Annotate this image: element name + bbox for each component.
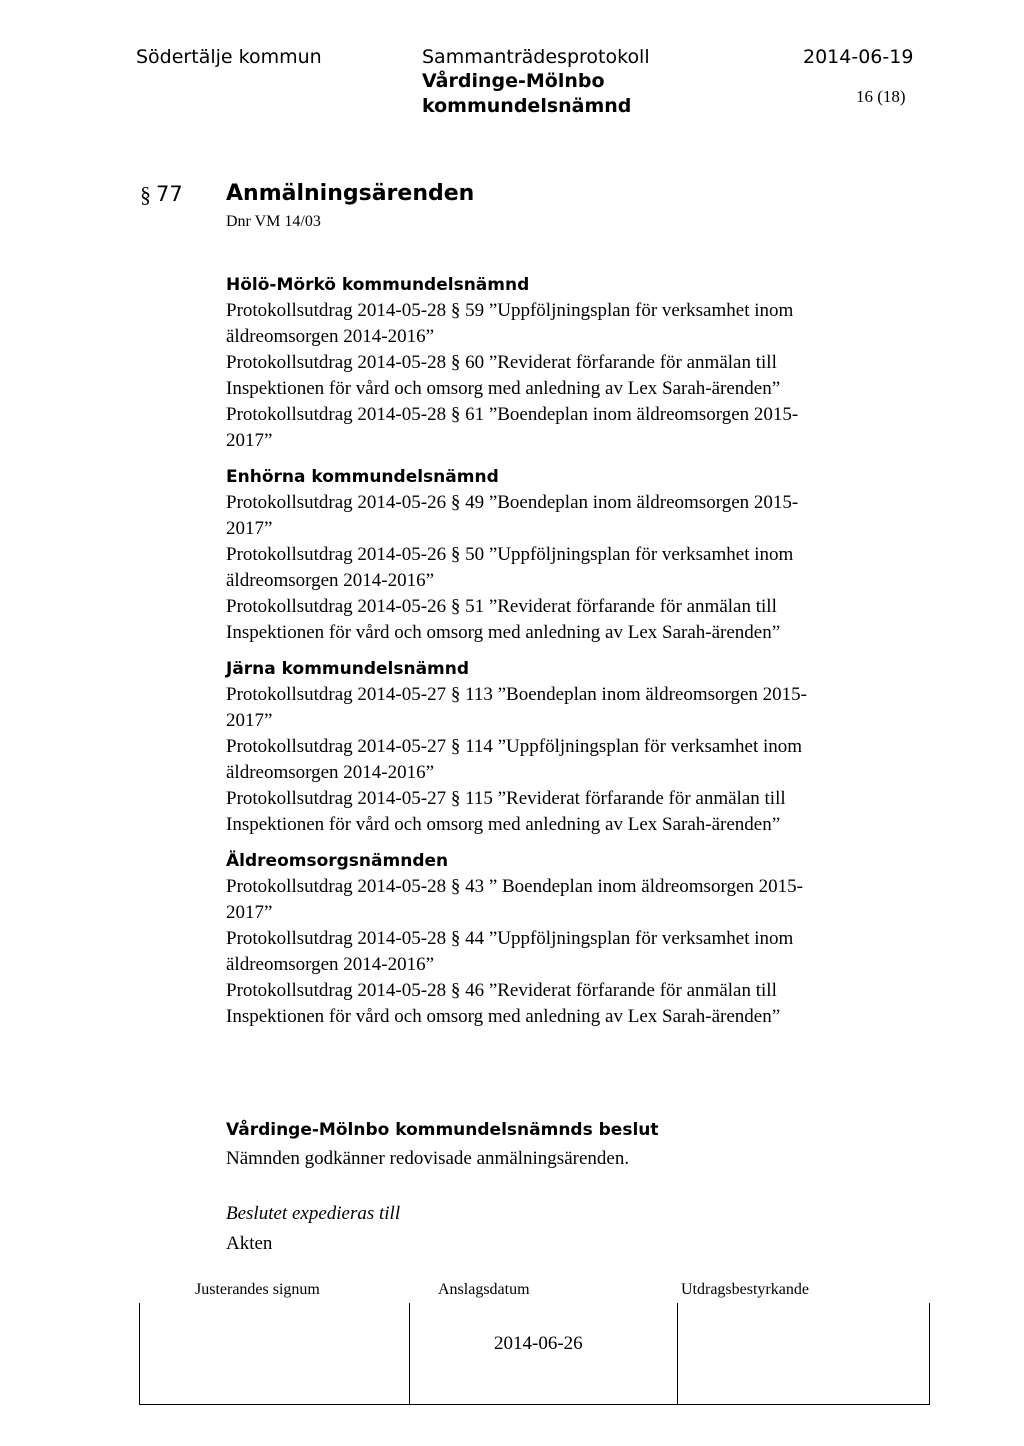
entry-line: Protokollsutdrag 2014-05-27 § 113 ”Boendeplan inom äldreomsorgen 2015- [226,684,807,705]
entry-line: Inspektionen för vård och omsorg med anledning av Lex Sarah-ärenden” [226,622,781,643]
table-border [139,1303,140,1405]
section-symbol: § [140,182,151,207]
entry-line: Inspektionen för vård och omsorg med anledning av Lex Sarah-ärenden” [226,378,781,399]
board-name-line2: kommundelsnämnd [422,95,632,117]
entry-line: äldreomsorgen 2014-2016” [226,954,435,975]
table-border [139,1404,930,1405]
notification-groups [226,272,876,1030]
entry-line: Protokollsutdrag 2014-05-27 § 115 ”Reviderat förfarande för anmälan till [226,788,786,809]
entry-line: Protokollsutdrag 2014-05-28 § 43 ” Boendeplan inom äldreomsorgen 2015- [226,876,803,897]
meeting-date: 2014-06-19 [803,46,914,68]
entry-line: Protokollsutdrag 2014-05-28 § 44 ”Uppföljningsplan för verksamhet inom [226,928,794,949]
group-heading: Enhörna kommundelsnämnd [226,467,499,487]
group-heading: Hölö-Mörkö kommundelsnämnd [226,275,530,295]
entry-line: Protokollsutdrag 2014-05-28 § 59 ”Uppföljningsplan för verksamhet inom [226,300,794,321]
section-number: 77 [156,182,183,206]
entry-line: 2017” [226,902,273,923]
registration-number: Dnr VM 14/03 [226,213,321,230]
entry-line: Protokollsutdrag 2014-05-28 § 46 ”Reviderat förfarande för anmälan till [226,980,777,1001]
entry-line: äldreomsorgen 2014-2016” [226,762,435,783]
table-border [677,1303,678,1405]
group-heading: Järna kommundelsnämnd [226,659,470,679]
expedition-label: Beslutet expedieras till [226,1203,401,1224]
entry-line: Protokollsutdrag 2014-05-28 § 60 ”Reviderat förfarande för anmälan till [226,352,777,373]
table-border [409,1303,410,1405]
entry-line: Protokollsutdrag 2014-05-26 § 50 ”Uppföljningsplan för verksamhet inom [226,544,794,565]
entry-line: 2017” [226,710,273,731]
table-border [929,1303,930,1405]
board-name-line1: Vårdinge-Mölnbo [422,70,605,92]
entry-line: äldreomsorgen 2014-2016” [226,326,435,347]
entry-line: Protokollsutdrag 2014-05-27 § 114 ”Uppföljningsplan för verksamhet inom [226,736,803,757]
section-title: Anmälningsärenden [226,181,475,206]
document-type: Sammanträdesprotokoll [422,46,650,68]
entry-line: 2017” [226,430,273,451]
entry-line: 2017” [226,518,273,539]
decision-heading: Vårdinge-Mölnbo kommundelsnämnds beslut [226,1120,659,1140]
entry-line: Protokollsutdrag 2014-05-28 § 61 ”Boendeplan inom äldreomsorgen 2015- [226,404,799,425]
posting-date-label: Anslagsdatum [438,1281,530,1298]
posting-date-value: 2014-06-26 [494,1333,583,1354]
expedition-recipient: Akten [226,1233,273,1254]
entry-line: äldreomsorgen 2014-2016” [226,570,435,591]
entry-line: Protokollsutdrag 2014-05-26 § 49 ”Boendeplan inom äldreomsorgen 2015- [226,492,799,513]
municipality-name: Södertälje kommun [136,46,322,68]
page-number: 16 (18) [856,87,906,106]
decision-text: Nämnden godkänner redovisade anmälningsärenden. [226,1148,630,1169]
group-heading: Äldreomsorgsnämnden [226,851,449,871]
entry-line: Inspektionen för vård och omsorg med anledning av Lex Sarah-ärenden” [226,814,781,835]
signature-label: Justerandes signum [195,1281,320,1298]
extract-certification-label: Utdragsbestyrkande [681,1281,809,1298]
entry-line: Inspektionen för vård och omsorg med anledning av Lex Sarah-ärenden” [226,1006,781,1027]
entry-line: Protokollsutdrag 2014-05-26 § 51 ”Reviderat förfarande för anmälan till [226,596,777,617]
